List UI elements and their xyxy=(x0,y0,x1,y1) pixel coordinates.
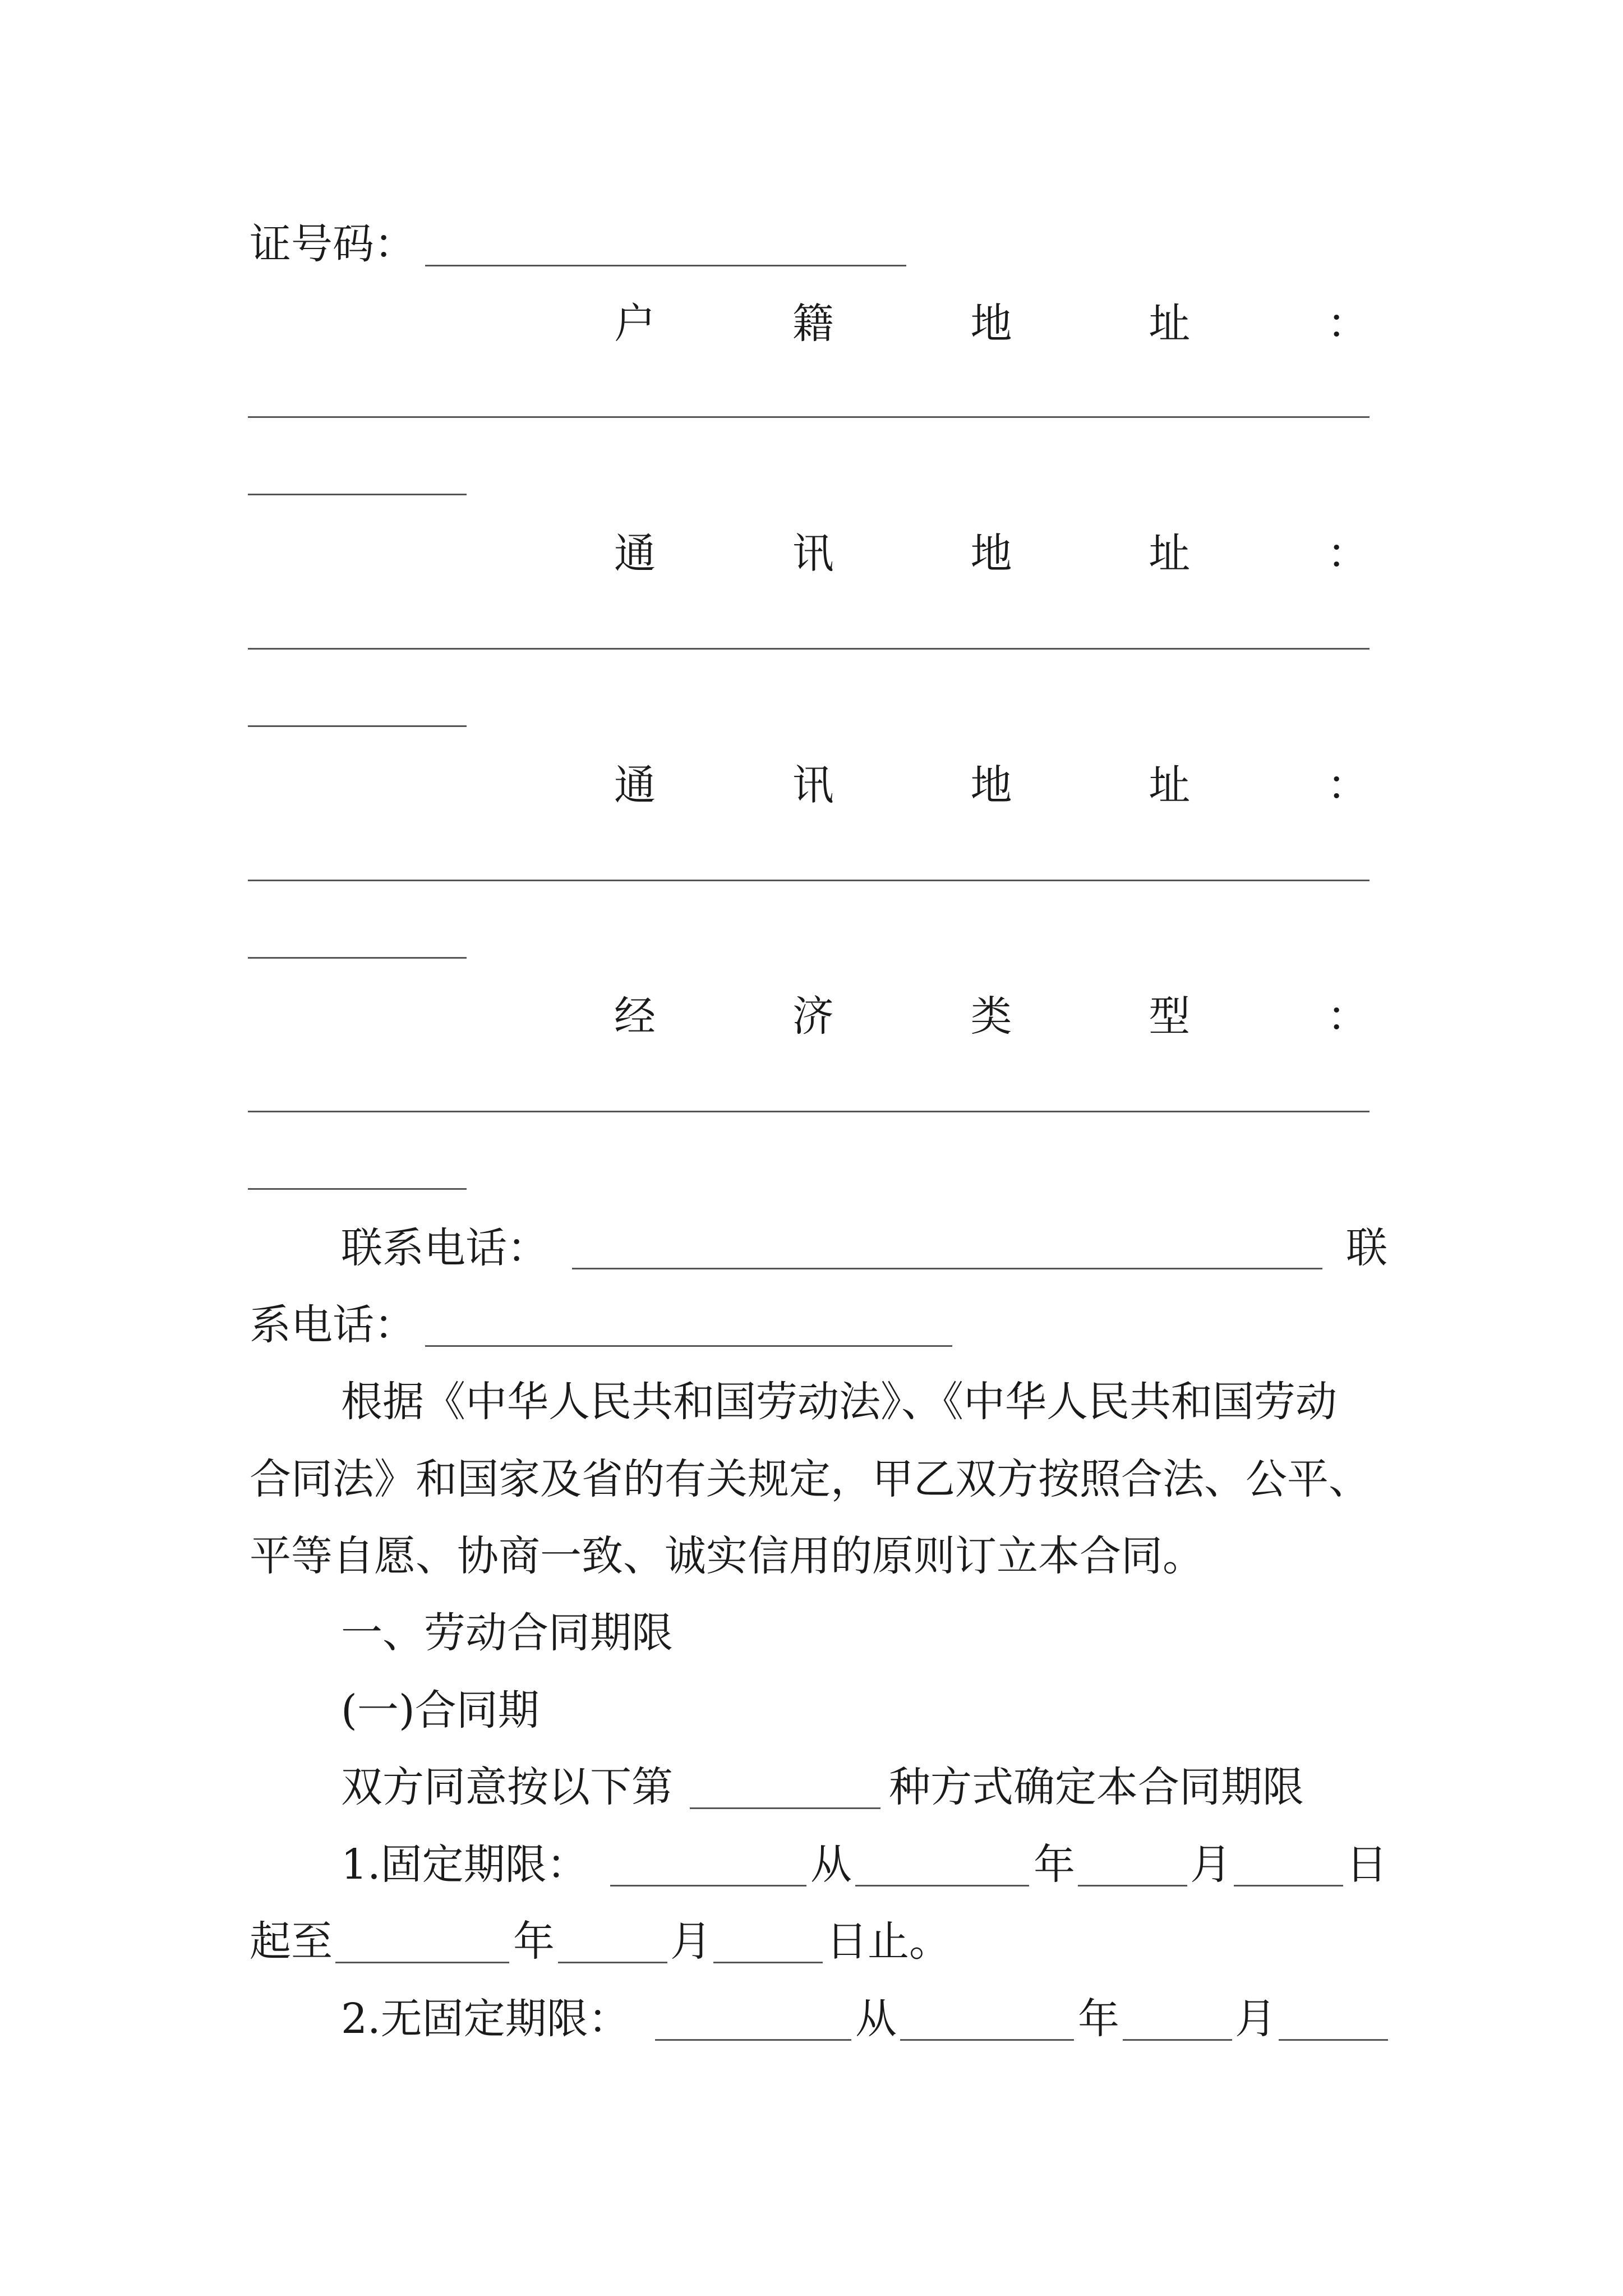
phone-field-2[interactable] xyxy=(425,1345,952,1347)
fixed-end-month-field[interactable] xyxy=(558,1962,667,1963)
nonfixed-term-field[interactable] xyxy=(655,2039,851,2041)
section-subheading: (一)合同期 xyxy=(341,1686,540,1734)
fixed-day-label: 日 xyxy=(1346,1841,1387,1889)
mailing-address-label-2: 通 讯 地 址 ： xyxy=(614,761,1368,809)
fixed-year-label: 年 xyxy=(1034,1841,1075,1889)
household-address-label: 户 籍 地 址 ： xyxy=(614,300,1368,348)
economic-type-label: 经 济 类 型 ： xyxy=(614,992,1368,1041)
mailing-address-2-field-line1[interactable] xyxy=(248,880,1370,881)
nonfixed-term-label: 2.无固定期限： xyxy=(341,1995,630,2043)
mailing-address-label-1: 通 讯 地 址 ： xyxy=(614,530,1368,578)
nonfixed-year-label: 年 xyxy=(1078,1995,1119,2043)
household-address-field-line2[interactable] xyxy=(248,494,467,495)
paragraph-line-3: 平等自愿、协商一致、诚实信用的原则订立本合同。 xyxy=(250,1532,1204,1580)
phone-field-1[interactable] xyxy=(572,1268,1322,1269)
paragraph-line-2: 合同法》和国家及省的有关规定，甲乙双方按照合法、公平、 xyxy=(250,1455,1370,1503)
mailing-address-1-field-line1[interactable] xyxy=(248,648,1370,650)
economic-type-field-line1[interactable] xyxy=(248,1111,1370,1112)
fixed-end-year-field[interactable] xyxy=(335,1962,509,1963)
fixed-end-year-label: 年 xyxy=(513,1917,555,1966)
fixed-from-label: 从 xyxy=(810,1841,852,1889)
nonfixed-start-month-field[interactable] xyxy=(1123,2039,1232,2041)
fixed-end-month-label: 月 xyxy=(670,1917,712,1966)
fixed-start-month-field[interactable] xyxy=(1078,1885,1187,1887)
mailing-address-2-field-line2[interactable] xyxy=(248,957,467,959)
economic-type-field-line2[interactable] xyxy=(248,1188,467,1190)
id-number-label: 证号码： xyxy=(250,220,416,268)
nonfixed-start-year-field[interactable] xyxy=(900,2039,1074,2041)
phone-label-2-start: 联 xyxy=(1346,1224,1387,1272)
fixed-month-label: 月 xyxy=(1190,1841,1232,1889)
term-option-field[interactable] xyxy=(690,1807,880,1809)
phone-label-1: 联系电话： xyxy=(341,1224,548,1272)
fixed-end-day-label: 日止。 xyxy=(826,1917,951,1966)
fixed-start-year-field[interactable] xyxy=(855,1885,1029,1887)
mailing-address-1-field-line2[interactable] xyxy=(248,725,467,727)
paragraph-line-1: 根据《中华人民共和国劳动法》、《中华人民共和国劳动 xyxy=(341,1378,1337,1426)
fixed-start-day-field[interactable] xyxy=(1234,1885,1343,1887)
phone-label-2-end: 系电话： xyxy=(250,1301,416,1349)
nonfixed-start-day-field[interactable] xyxy=(1279,2039,1388,2041)
fixed-until-label: 起至 xyxy=(250,1917,333,1966)
nonfixed-from-label: 从 xyxy=(855,1995,897,2043)
id-number-field[interactable] xyxy=(425,265,906,266)
nonfixed-month-label: 月 xyxy=(1235,1995,1276,2043)
agree-prefix: 双方同意按以下第 xyxy=(341,1763,673,1811)
household-address-field-line1[interactable] xyxy=(248,416,1370,418)
fixed-end-day-field[interactable] xyxy=(713,1962,823,1963)
fixed-term-field[interactable] xyxy=(610,1885,806,1887)
section-heading: 一、劳动合同期限 xyxy=(341,1609,673,1657)
agree-suffix: 种方式确定本合同期限 xyxy=(889,1763,1304,1811)
fixed-term-label: 1.固定期限： xyxy=(341,1841,588,1889)
